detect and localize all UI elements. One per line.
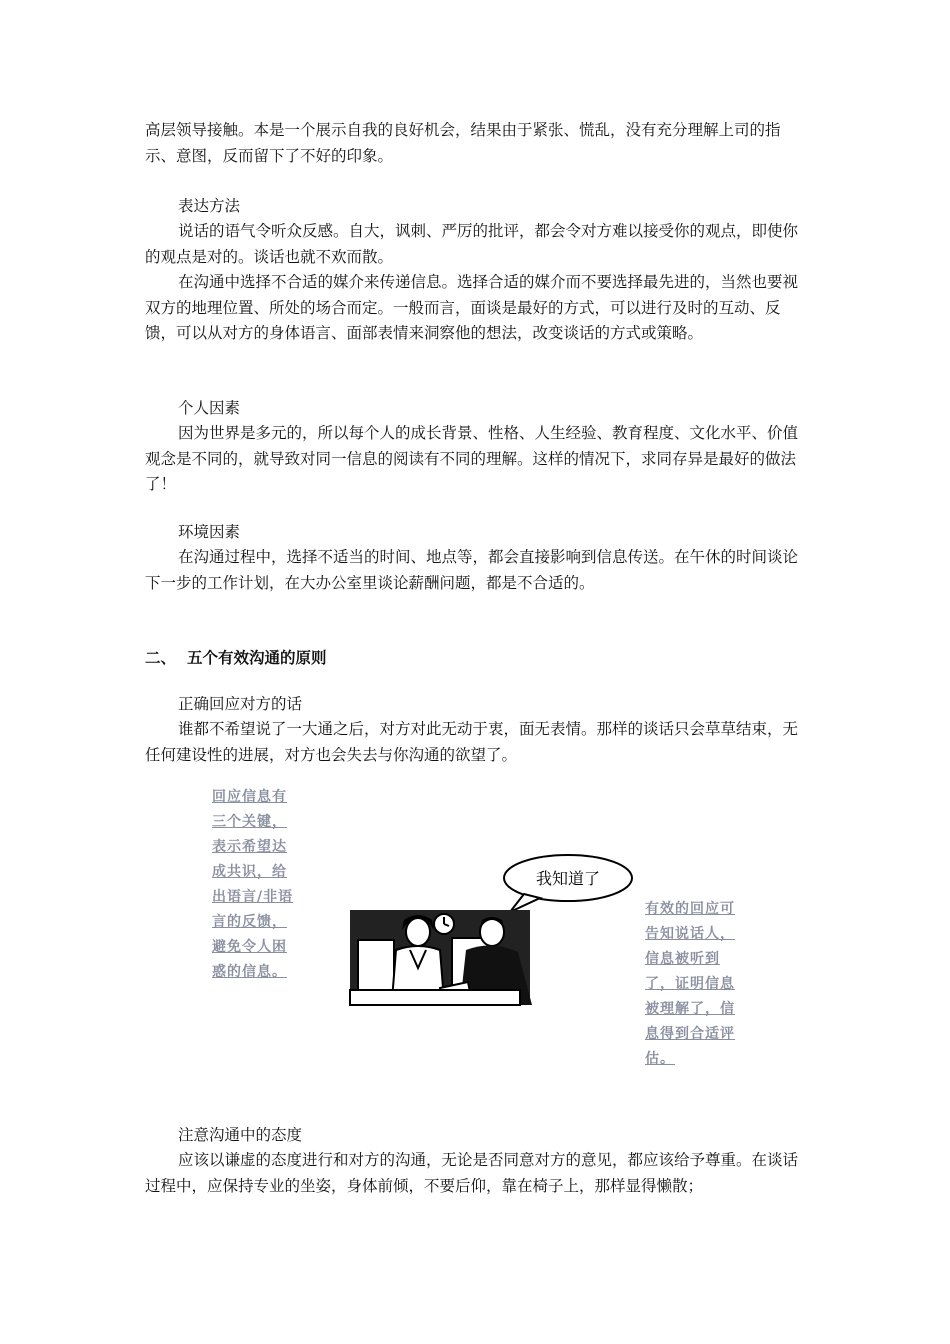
speech-bubble-text: 我知道了 — [535, 869, 601, 888]
attitude-paragraph: 应该以谦虚的态度进行和对方的沟通，无论是否同意对方的意见，都应该给予尊重。在谈话过程中，应保持专业的坐姿，身体前倾，不要后仰，靠在椅子上，那样显得懒散； — [145, 1151, 799, 1195]
attitude-title: 注意沟通中的态度 — [178, 1126, 303, 1144]
section-heading — [145, 646, 327, 668]
expression-title: 表达方法 — [178, 197, 241, 215]
section-number: 二、 — [145, 649, 177, 667]
personal-title: 个人因素 — [178, 399, 241, 417]
speech-bubble — [504, 855, 632, 912]
office-scene — [350, 910, 532, 1005]
environment-paragraph: 在沟通过程中，选择不适当的时间、地点等，都会直接影响到信息传送。在午休的时间谈论下一步的工作计划，在大办公室里谈论薪酬问题，都是不合适的。 — [145, 548, 799, 592]
respond-title: 正确回应对方的话 — [178, 695, 303, 713]
intro-paragraph: 高层领导接触。本是一个展示自我的良好机会，结果由于紧张、慌乱，没有充分理解上司的指示、意图，反而留下了不好的印象。 — [145, 121, 781, 165]
figure-right-note: 有效的回应可告知说话人，信息被听到了，证明信息被理解了，信息得到合适评估。 — [645, 901, 735, 1067]
section-title: 五个有效沟通的原则 — [187, 649, 327, 667]
expression-paragraph-1: 说话的语气令听众反感。自大，讽刺、严厉的批评，都会令对方难以接受你的观点，即使你的观点是对的。谈话也就不欢而散。 — [145, 222, 799, 266]
figure-left-note: 回应信息有三个关键，表示希望达成共识，给出语言/非语言的反馈，避免令人困惑的信息。 — [212, 789, 294, 980]
personal-paragraph: 因为世界是多元的，所以每个人的成长背景、性格、人生经验、教育程度、文化水平、价值观念是不同的，就导致对同一信息的阅读有不同的理解。这样的情况下，求同存异是最好的做法了！ — [145, 424, 799, 493]
respond-paragraph: 谁都不希望说了一大通之后，对方对此无动于衷，面无表情。那样的谈话只会草草结束，无任何建设性的进展，对方也会失去与你沟通的欲望了。 — [145, 720, 799, 764]
expression-paragraph-2: 在沟通中选择不合适的媒介来传递信息。选择合适的媒介而不要选择最先进的，当然也要视双方的地理位置、所处的场合而定。一般而言，面谈是最好的方式，可以进行及时的互动、反馈，可以从对方的身体语言、面部表情来洞察他的想法，改变谈话的方式或策略。 — [145, 273, 799, 342]
conversation-illustration — [340, 850, 640, 1010]
environment-title: 环境因素 — [178, 523, 241, 541]
